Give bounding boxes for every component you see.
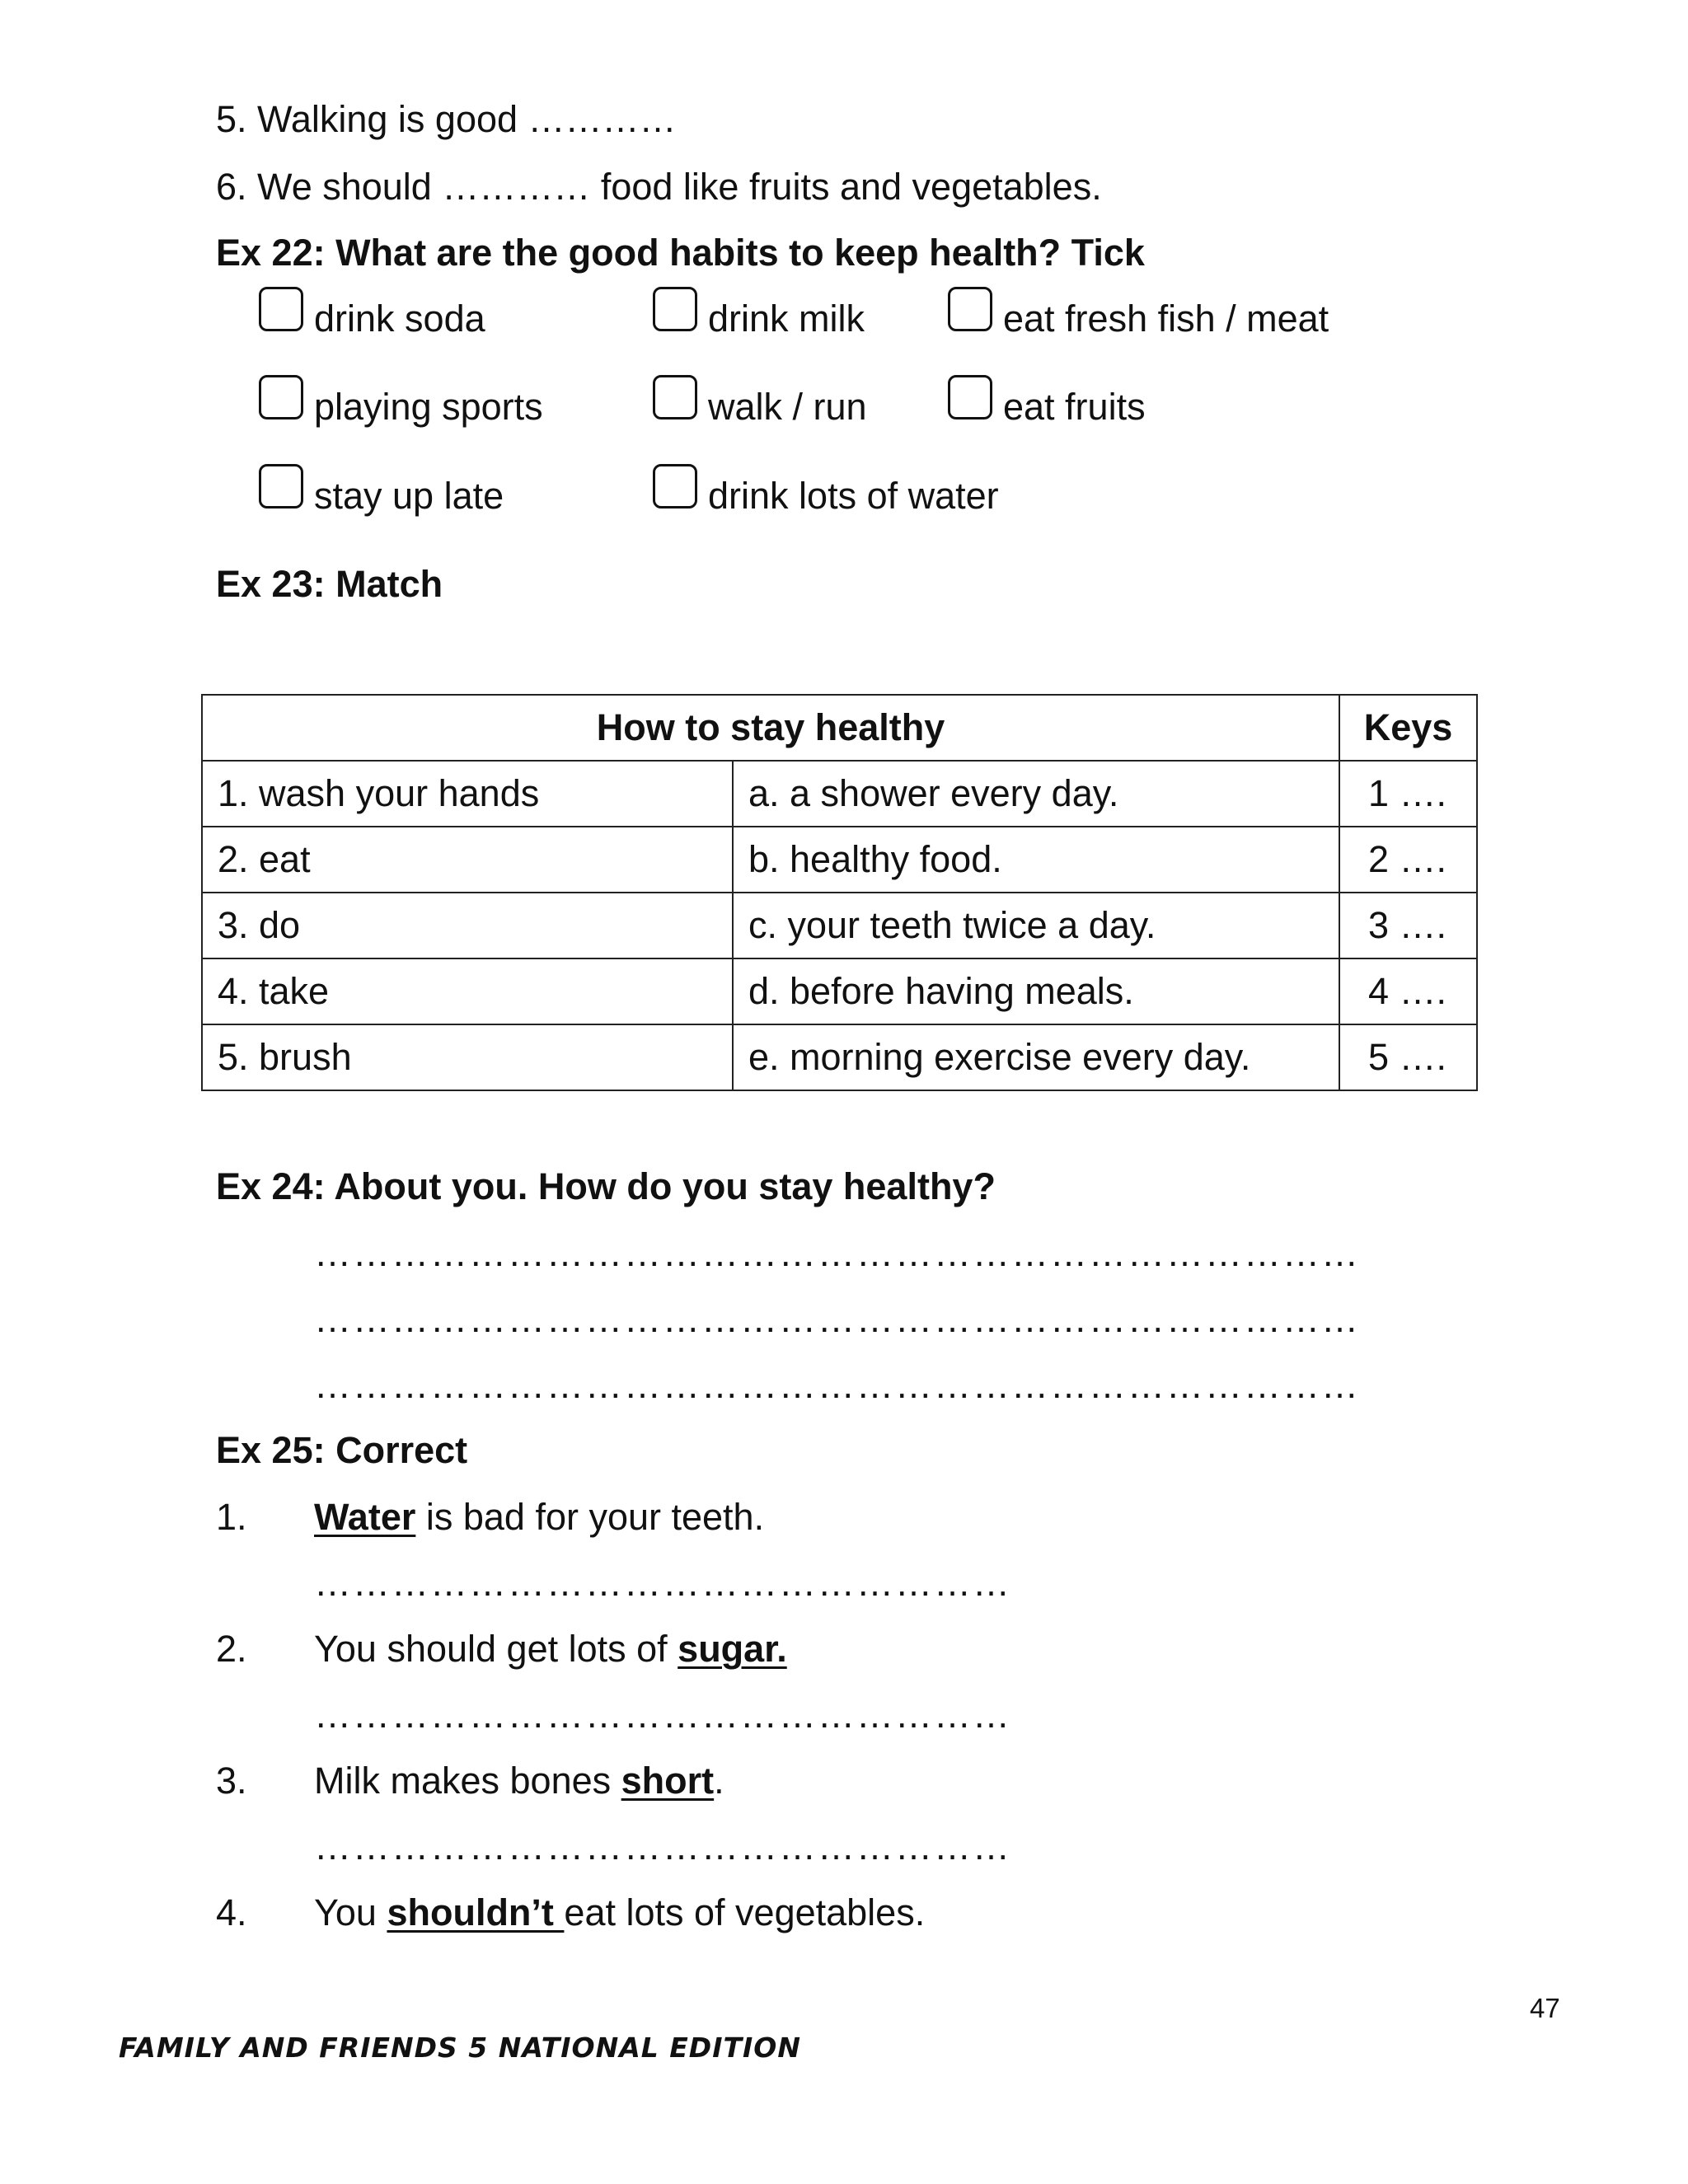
table-row (202, 893, 1477, 958)
row-left: 2. eat (202, 827, 733, 893)
checkbox-walk-run[interactable] (653, 375, 697, 419)
checkbox-eat-fruits[interactable] (948, 375, 992, 419)
checkbox-playing-sports[interactable] (259, 375, 303, 419)
row-right: c. your teeth twice a day. (733, 893, 1339, 958)
underlined-word: short (621, 1760, 715, 1802)
row-right: b. healthy food. (733, 827, 1339, 893)
row-key[interactable]: 3 …. (1339, 893, 1477, 958)
option-label: walk / run (708, 386, 867, 428)
table-row (202, 1024, 1477, 1090)
correct-sentence-1: Water is bad for your teeth. (314, 1496, 765, 1538)
footer-title: FAMILY AND FRIENDS 5 NATIONAL EDITION (119, 2032, 801, 2064)
table-row (202, 761, 1477, 827)
answer-line[interactable]: ……………………………………………… (314, 1562, 1011, 1604)
option-label: drink milk (708, 298, 865, 340)
row-left: 1. wash your hands (202, 761, 733, 827)
row-right: d. before having meals. (733, 958, 1339, 1024)
row-left: 5. brush (202, 1024, 733, 1090)
option-label: eat fresh fish / meat (1003, 298, 1329, 340)
table-row (202, 827, 1477, 893)
row-key[interactable]: 5 …. (1339, 1024, 1477, 1090)
ex22-heading: Ex 22: What are the good habits to keep health? Tick (216, 232, 1145, 274)
row-key[interactable]: 2 …. (1339, 827, 1477, 893)
option-label: eat fruits (1003, 386, 1146, 428)
checkbox-drink-soda[interactable] (259, 287, 303, 331)
answer-line[interactable]: ……………………………………………… (314, 1694, 1011, 1736)
item-number: 3. (216, 1760, 247, 1802)
correct-sentence-2: You should get lots of sugar. (314, 1628, 787, 1670)
answer-line[interactable]: ……………………………………………………………………… (314, 1298, 1360, 1340)
option-label: stay up late (314, 475, 504, 517)
correct-sentence-4: You shouldn’t eat lots of vegetables. (314, 1891, 926, 1933)
checkbox-drink-lots-of-water[interactable] (653, 464, 697, 509)
underlined-word: sugar. (678, 1628, 787, 1670)
keys-header: Keys (1339, 695, 1477, 761)
question-5: 5. Walking is good ………… (216, 98, 677, 140)
option-label: playing sports (314, 386, 543, 428)
item-number: 2. (216, 1628, 247, 1670)
underlined-word: Water (314, 1496, 416, 1538)
page-number: 47 (1530, 1993, 1560, 2023)
row-left: 3. do (202, 893, 733, 958)
answer-line[interactable]: ……………………………………………… (314, 1825, 1011, 1868)
ex23-heading: Ex 23: Match (216, 563, 443, 605)
row-right: e. morning exercise every day. (733, 1024, 1339, 1090)
table-title: How to stay healthy (202, 695, 1339, 761)
ex25-heading: Ex 25: Correct (216, 1429, 468, 1471)
correct-sentence-3: Milk makes bones short. (314, 1760, 724, 1802)
checkbox-stay-up-late[interactable] (259, 464, 303, 509)
option-label: drink soda (314, 298, 485, 340)
row-right: a. a shower every day. (733, 761, 1339, 827)
checkbox-drink-milk[interactable] (653, 287, 697, 331)
question-6: 6. We should ………… food like fruits and vegetables. (216, 166, 1102, 208)
underlined-word: shouldn’t (387, 1891, 565, 1933)
answer-line[interactable]: ……………………………………………………………………… (314, 1232, 1360, 1274)
row-left: 4. take (202, 958, 733, 1024)
option-label: drink lots of water (708, 475, 999, 517)
answer-line[interactable]: ……………………………………………………………………… (314, 1364, 1360, 1406)
ex24-heading: Ex 24: About you. How do you stay healthy? (216, 1165, 996, 1207)
checkbox-eat-fresh-fish-meat[interactable] (948, 287, 992, 331)
match-table (201, 694, 1478, 1091)
row-key[interactable]: 1 …. (1339, 761, 1477, 827)
table-row (202, 958, 1477, 1024)
row-key[interactable]: 4 …. (1339, 958, 1477, 1024)
item-number: 1. (216, 1496, 247, 1538)
item-number: 4. (216, 1891, 247, 1933)
